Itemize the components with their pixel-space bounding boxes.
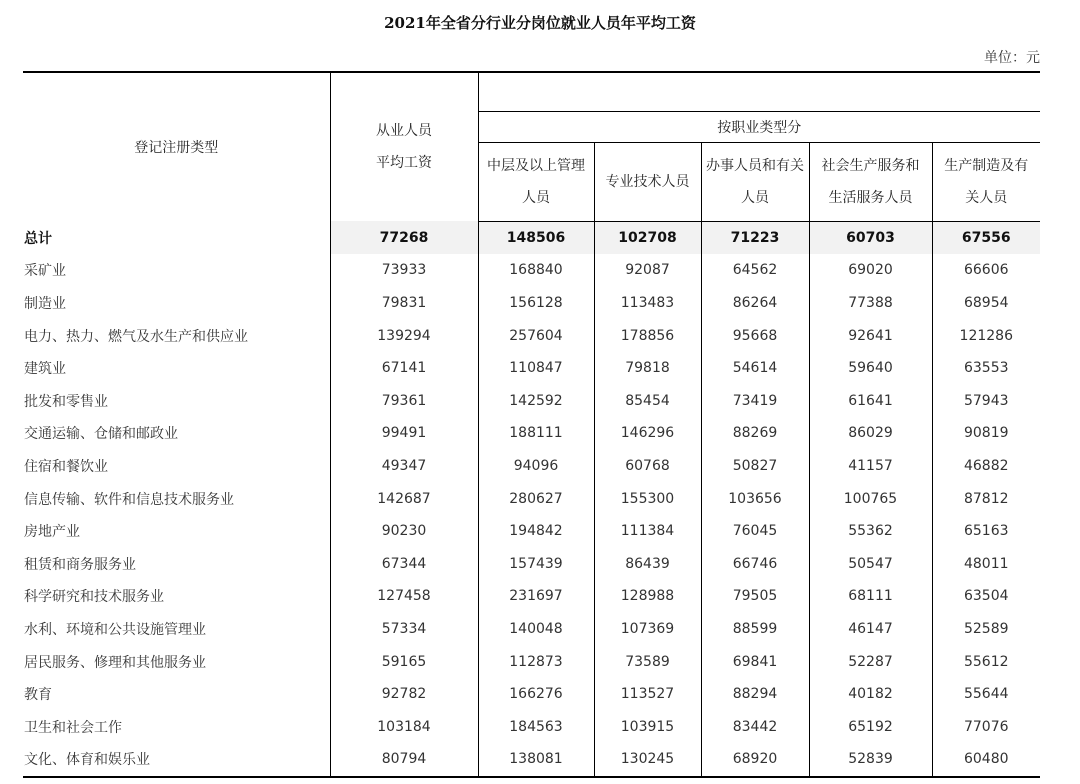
unit-label: 单位：元 bbox=[984, 50, 1040, 66]
row-value-cell: 77268 bbox=[330, 221, 478, 254]
row-value-cell: 67556 bbox=[932, 221, 1040, 254]
row-value-cell: 79818 bbox=[594, 352, 701, 385]
table-row bbox=[23, 417, 1040, 450]
row-value-cell: 69841 bbox=[701, 645, 809, 678]
row-value-cell: 88269 bbox=[701, 417, 809, 450]
row-value-cell: 83442 bbox=[701, 710, 809, 743]
table-row-total bbox=[23, 221, 1040, 254]
row-industry-name: 房地产业 bbox=[24, 524, 80, 541]
row-value-cell: 99491 bbox=[330, 417, 478, 450]
row-value-cell: 80794 bbox=[330, 743, 478, 777]
row-value-cell: 146296 bbox=[594, 417, 701, 450]
row-value-cell: 65192 bbox=[809, 710, 932, 743]
table-row bbox=[23, 743, 1040, 777]
table-title: 2021年全省分行业分岗位就业人员年平均工资 bbox=[384, 14, 696, 32]
table-row bbox=[23, 287, 1040, 320]
table-row bbox=[23, 515, 1040, 548]
header-avg-wage: 从业人员 平均工资 bbox=[330, 72, 478, 221]
row-industry-name: 住宿和餐饮业 bbox=[24, 458, 108, 475]
row-value-cell: 66606 bbox=[932, 254, 1040, 287]
row-value-cell: 57943 bbox=[932, 384, 1040, 417]
row-industry-name: 卫生和社会工作 bbox=[24, 719, 122, 736]
row-value-cell: 61641 bbox=[809, 384, 932, 417]
header-sub-clerical: 办事人员和有关 人员 bbox=[701, 142, 809, 221]
row-value-cell: 140048 bbox=[478, 613, 594, 646]
table-body bbox=[23, 221, 1040, 777]
row-value-cell: 65163 bbox=[932, 515, 1040, 548]
row-industry-name: 居民服务、修理和其他服务业 bbox=[24, 654, 206, 671]
row-value-cell: 79505 bbox=[701, 580, 809, 613]
row-value-cell: 94096 bbox=[478, 450, 594, 483]
wage-table bbox=[23, 71, 1040, 778]
header-sub-technical: 专业技术人员 bbox=[594, 142, 701, 221]
table-row bbox=[23, 319, 1040, 352]
row-value-cell: 73933 bbox=[330, 254, 478, 287]
row-value-cell: 188111 bbox=[478, 417, 594, 450]
row-industry-name: 采矿业 bbox=[24, 263, 66, 280]
header-group-occupation: 按职业类型分 bbox=[478, 111, 1040, 142]
row-value-cell: 130245 bbox=[594, 743, 701, 777]
row-value-cell: 60703 bbox=[809, 221, 932, 254]
row-value-cell: 102708 bbox=[594, 221, 701, 254]
row-value-cell: 178856 bbox=[594, 319, 701, 352]
row-value-cell: 113527 bbox=[594, 678, 701, 711]
row-value-cell: 85454 bbox=[594, 384, 701, 417]
row-value-cell: 63504 bbox=[932, 580, 1040, 613]
row-value-cell: 55612 bbox=[932, 645, 1040, 678]
row-value-cell: 112873 bbox=[478, 645, 594, 678]
row-value-cell: 92782 bbox=[330, 678, 478, 711]
row-value-cell: 50827 bbox=[701, 450, 809, 483]
row-value-cell: 52589 bbox=[932, 613, 1040, 646]
row-value-cell: 231697 bbox=[478, 580, 594, 613]
row-value-cell: 142592 bbox=[478, 384, 594, 417]
table-row bbox=[23, 678, 1040, 711]
row-value-cell: 52839 bbox=[809, 743, 932, 777]
row-industry-name: 租赁和商务服务业 bbox=[24, 556, 136, 573]
row-value-cell: 103915 bbox=[594, 710, 701, 743]
row-value-cell: 142687 bbox=[330, 482, 478, 515]
row-value-cell: 121286 bbox=[932, 319, 1040, 352]
row-industry-name: 信息传输、软件和信息技术服务业 bbox=[24, 491, 234, 508]
row-value-cell: 60480 bbox=[932, 743, 1040, 777]
row-industry-name: 电力、热力、燃气及水生产和供应业 bbox=[24, 328, 248, 345]
row-value-cell: 69020 bbox=[809, 254, 932, 287]
row-value-cell: 88294 bbox=[701, 678, 809, 711]
row-value-cell: 111384 bbox=[594, 515, 701, 548]
row-value-cell: 46882 bbox=[932, 450, 1040, 483]
row-value-cell: 55362 bbox=[809, 515, 932, 548]
header-sub-management: 中层及以上管理 人员 bbox=[478, 142, 594, 221]
table-row bbox=[23, 547, 1040, 580]
row-value-cell: 41157 bbox=[809, 450, 932, 483]
header-sub-production: 生产制造及有 关人员 bbox=[932, 142, 1040, 221]
row-value-cell: 148506 bbox=[478, 221, 594, 254]
row-value-cell: 168840 bbox=[478, 254, 594, 287]
table-row bbox=[23, 482, 1040, 515]
row-value-cell: 87812 bbox=[932, 482, 1040, 515]
row-value-cell: 92087 bbox=[594, 254, 701, 287]
row-value-cell: 156128 bbox=[478, 287, 594, 320]
row-value-cell: 64562 bbox=[701, 254, 809, 287]
row-value-cell: 95668 bbox=[701, 319, 809, 352]
row-value-cell: 88599 bbox=[701, 613, 809, 646]
row-value-cell: 77076 bbox=[932, 710, 1040, 743]
row-value-cell: 76045 bbox=[701, 515, 809, 548]
row-value-cell: 73419 bbox=[701, 384, 809, 417]
row-value-cell: 86029 bbox=[809, 417, 932, 450]
row-value-cell: 86264 bbox=[701, 287, 809, 320]
table-row bbox=[23, 352, 1040, 385]
table-row bbox=[23, 450, 1040, 483]
row-value-cell: 100765 bbox=[809, 482, 932, 515]
row-value-cell: 52287 bbox=[809, 645, 932, 678]
row-industry-name: 水利、环境和公共设施管理业 bbox=[24, 621, 206, 638]
row-value-cell: 48011 bbox=[932, 547, 1040, 580]
row-value-cell: 60768 bbox=[594, 450, 701, 483]
row-value-cell: 55644 bbox=[932, 678, 1040, 711]
row-value-cell: 194842 bbox=[478, 515, 594, 548]
row-value-cell: 59165 bbox=[330, 645, 478, 678]
row-value-cell: 280627 bbox=[478, 482, 594, 515]
row-value-cell: 68954 bbox=[932, 287, 1040, 320]
row-industry-name: 交通运输、仓储和邮政业 bbox=[24, 426, 178, 443]
row-value-cell: 67141 bbox=[330, 352, 478, 385]
row-value-cell: 110847 bbox=[478, 352, 594, 385]
row-value-cell: 92641 bbox=[809, 319, 932, 352]
row-value-cell: 40182 bbox=[809, 678, 932, 711]
row-value-cell: 138081 bbox=[478, 743, 594, 777]
row-value-cell: 103184 bbox=[330, 710, 478, 743]
table-row bbox=[23, 645, 1040, 678]
row-value-cell: 79831 bbox=[330, 287, 478, 320]
row-value-cell: 66746 bbox=[701, 547, 809, 580]
row-industry-name: 批发和零售业 bbox=[24, 393, 108, 410]
row-value-cell: 113483 bbox=[594, 287, 701, 320]
row-value-cell: 86439 bbox=[594, 547, 701, 580]
row-value-cell: 63553 bbox=[932, 352, 1040, 385]
table-row bbox=[23, 710, 1040, 743]
row-industry-name: 文化、体育和娱乐业 bbox=[23, 743, 330, 777]
row-value-cell: 68111 bbox=[809, 580, 932, 613]
row-value-cell: 107369 bbox=[594, 613, 701, 646]
table-row bbox=[23, 384, 1040, 417]
row-industry-name: 科学研究和技术服务业 bbox=[24, 589, 164, 606]
row-industry-name: 总计 bbox=[23, 221, 330, 254]
row-industry-name: 建筑业 bbox=[24, 361, 66, 378]
row-value-cell: 77388 bbox=[809, 287, 932, 320]
header-sub-service: 社会生产服务和 生活服务人员 bbox=[809, 142, 932, 221]
row-value-cell: 157439 bbox=[478, 547, 594, 580]
row-value-cell: 50547 bbox=[809, 547, 932, 580]
table-row bbox=[23, 613, 1040, 646]
row-value-cell: 184563 bbox=[478, 710, 594, 743]
row-value-cell: 57334 bbox=[330, 613, 478, 646]
row-value-cell: 103656 bbox=[701, 482, 809, 515]
header-reg-type: 登记注册类型 bbox=[23, 72, 330, 221]
row-value-cell: 54614 bbox=[701, 352, 809, 385]
row-industry-name: 教育 bbox=[24, 687, 52, 704]
row-value-cell: 139294 bbox=[330, 319, 478, 352]
row-value-cell: 73589 bbox=[594, 645, 701, 678]
row-value-cell: 67344 bbox=[330, 547, 478, 580]
row-value-cell: 90230 bbox=[330, 515, 478, 548]
row-value-cell: 128988 bbox=[594, 580, 701, 613]
row-value-cell: 257604 bbox=[478, 319, 594, 352]
row-value-cell: 46147 bbox=[809, 613, 932, 646]
table-row bbox=[23, 254, 1040, 287]
table-header bbox=[23, 72, 1040, 221]
row-industry-name: 制造业 bbox=[24, 295, 66, 312]
row-value-cell: 155300 bbox=[594, 482, 701, 515]
row-value-cell: 166276 bbox=[478, 678, 594, 711]
row-value-cell: 90819 bbox=[932, 417, 1040, 450]
row-value-cell: 127458 bbox=[330, 580, 478, 613]
row-value-cell: 68920 bbox=[701, 743, 809, 777]
row-value-cell: 59640 bbox=[809, 352, 932, 385]
table-row bbox=[23, 580, 1040, 613]
row-value-cell: 71223 bbox=[701, 221, 809, 254]
row-value-cell: 79361 bbox=[330, 384, 478, 417]
row-value-cell: 49347 bbox=[330, 450, 478, 483]
